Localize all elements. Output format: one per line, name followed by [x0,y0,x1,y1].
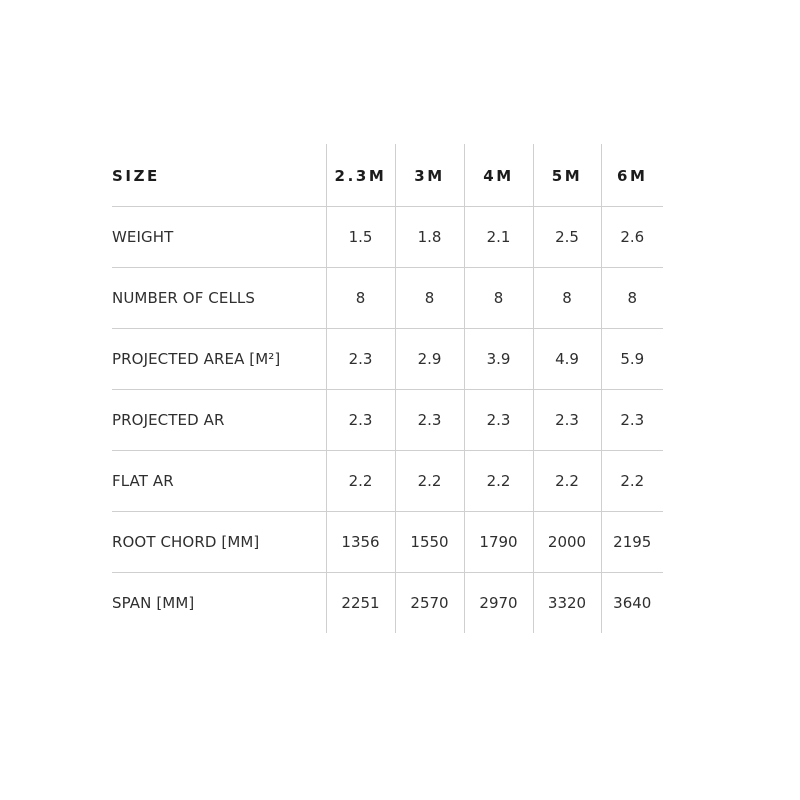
table-row-span [112,573,663,634]
table-cell: 3640 [601,573,663,634]
table-row-projected-ar [112,390,663,451]
table-cell: 8 [326,268,395,329]
table-cell: 2.3 [533,390,601,451]
header-size-6m: 6M [601,144,663,207]
row-label: WEIGHT [112,207,326,268]
table-cell: 4.9 [533,329,601,390]
table-cell: 2000 [533,512,601,573]
table-cell: 2.6 [601,207,663,268]
table-body [112,207,663,634]
header-label: SIZE [112,144,326,207]
table-row-projected-area [112,329,663,390]
table-row-root-chord [112,512,663,573]
table-cell: 3.9 [464,329,533,390]
table-cell: 2.5 [533,207,601,268]
table-header [112,144,663,207]
row-label: ROOT CHORD [MM] [112,512,326,573]
table-cell: 2.2 [464,451,533,512]
table-cell: 8 [533,268,601,329]
row-label: FLAT AR [112,451,326,512]
table-cell: 8 [464,268,533,329]
table-cell: 1.8 [395,207,464,268]
header-size-4m: 4M [464,144,533,207]
table-cell: 2.3 [326,329,395,390]
table-cell: 2251 [326,573,395,634]
table-cell: 1790 [464,512,533,573]
table-row-number-of-cells [112,268,663,329]
table-cell: 5.9 [601,329,663,390]
table-cell: 2.2 [601,451,663,512]
header-size-2-3m: 2.3M [326,144,395,207]
row-label: PROJECTED AREA [M²] [112,329,326,390]
table-cell: 2.3 [601,390,663,451]
table-cell: 2.9 [395,329,464,390]
table-cell: 2.2 [395,451,464,512]
table-cell: 8 [395,268,464,329]
table-cell: 1356 [326,512,395,573]
table-cell: 2.3 [326,390,395,451]
table-cell: 2.2 [326,451,395,512]
table-cell: 8 [601,268,663,329]
header-size-5m: 5M [533,144,601,207]
table-row-weight [112,207,663,268]
row-label: PROJECTED AR [112,390,326,451]
table-cell: 2970 [464,573,533,634]
table-cell: 2.1 [464,207,533,268]
table-cell: 2.2 [533,451,601,512]
header-size-3m: 3M [395,144,464,207]
table-cell: 1.5 [326,207,395,268]
table-cell: 3320 [533,573,601,634]
header-row [112,144,663,207]
row-label: NUMBER OF CELLS [112,268,326,329]
table-cell: 2570 [395,573,464,634]
table-cell: 2.3 [464,390,533,451]
spec-table [112,144,663,633]
table-cell: 1550 [395,512,464,573]
table-cell: 2.3 [395,390,464,451]
table-cell: 2195 [601,512,663,573]
row-label: SPAN [MM] [112,594,195,612]
table-row-flat-ar [112,451,663,512]
